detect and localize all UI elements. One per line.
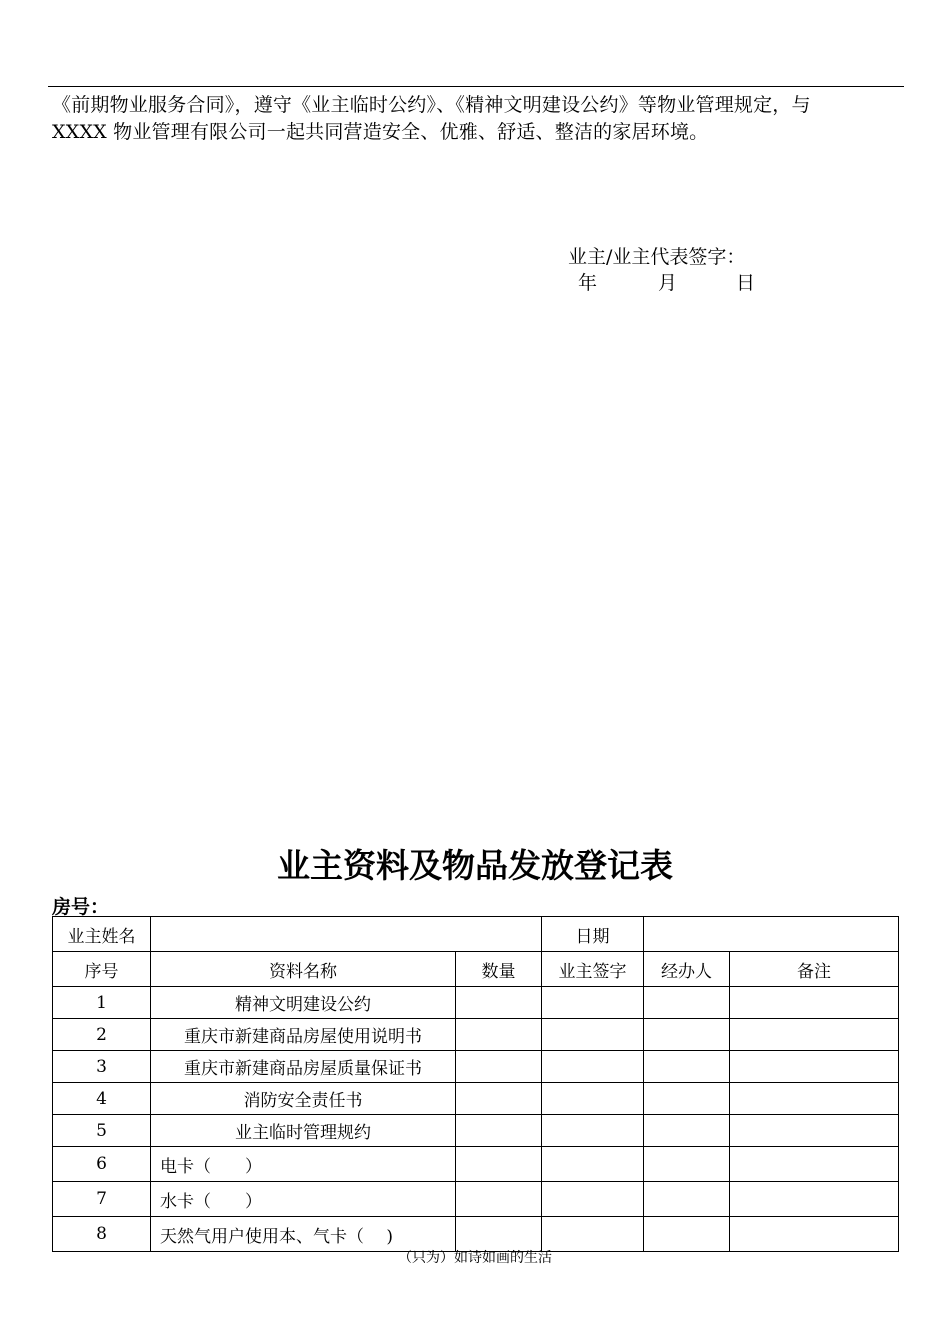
top-divider	[48, 86, 904, 87]
note-cell[interactable]	[730, 1051, 899, 1083]
note-cell[interactable]	[730, 1083, 899, 1115]
owner-name-field[interactable]	[151, 917, 542, 952]
qty-cell[interactable]	[456, 1051, 542, 1083]
sign-cell[interactable]	[542, 1147, 644, 1182]
year-label: 年	[578, 272, 598, 294]
qty-cell[interactable]	[456, 1083, 542, 1115]
owner-info-row	[53, 917, 899, 952]
owner-name-label: 业主姓名	[53, 917, 151, 952]
qty-cell[interactable]	[456, 1182, 542, 1217]
note-cell[interactable]	[730, 987, 899, 1019]
header-sign: 业主签字	[542, 952, 644, 987]
row-no: 7	[53, 1182, 151, 1217]
handler-cell[interactable]	[644, 1182, 730, 1217]
table-row	[53, 1019, 899, 1051]
row-item-name: 精神文明建设公约	[151, 987, 456, 1019]
table-row	[53, 1147, 899, 1182]
paragraph-line-1: 《前期物业服务合同》，遵守《业主临时公约》、《精神文明建设公约》等物业管理规定，与	[52, 94, 811, 116]
handler-cell[interactable]	[644, 1019, 730, 1051]
note-cell[interactable]	[730, 1019, 899, 1051]
header-name: 资料名称	[151, 952, 456, 987]
header-no: 序号	[53, 952, 151, 987]
header-handler: 经办人	[644, 952, 730, 987]
header-row	[53, 952, 899, 987]
date-field[interactable]	[644, 917, 899, 952]
header-qty: 数量	[456, 952, 542, 987]
month-label: 月	[658, 272, 678, 294]
table-row	[53, 1083, 899, 1115]
sign-cell[interactable]	[542, 1182, 644, 1217]
day-label: 日	[736, 272, 756, 294]
registration-table	[52, 916, 899, 1252]
agreement-paragraph	[52, 92, 912, 146]
note-cell[interactable]	[730, 1115, 899, 1147]
table-row	[53, 1115, 899, 1147]
row-item-name: 消防安全责任书	[151, 1083, 456, 1115]
sign-cell[interactable]	[542, 1115, 644, 1147]
row-item-name: 业主临时管理规约	[151, 1115, 456, 1147]
row-no: 8	[53, 1217, 151, 1252]
form-title: 业主资料及物品发放登记表	[277, 846, 673, 885]
signature-date-line	[578, 270, 755, 296]
qty-cell[interactable]	[456, 1147, 542, 1182]
handler-cell[interactable]	[644, 1115, 730, 1147]
row-item-name: 电卡（ ）	[151, 1147, 456, 1182]
row-no: 6	[53, 1147, 151, 1182]
row-item-name: 天然气用户使用本、气卡（ )	[151, 1217, 456, 1252]
row-item-name: 水卡（ ）	[151, 1182, 456, 1217]
table-row	[53, 987, 899, 1019]
note-cell[interactable]	[730, 1147, 899, 1182]
row-no: 1	[53, 987, 151, 1019]
table-row	[53, 1182, 899, 1217]
row-no: 5	[53, 1115, 151, 1147]
room-number-label: 房号：	[52, 896, 110, 918]
handler-cell[interactable]	[644, 1147, 730, 1182]
handler-cell[interactable]	[644, 1051, 730, 1083]
page-footer: （只为）如诗如画的生活	[398, 1250, 552, 1266]
note-cell[interactable]	[730, 1182, 899, 1217]
sign-cell[interactable]	[542, 1051, 644, 1083]
qty-cell[interactable]	[456, 987, 542, 1019]
handler-cell[interactable]	[644, 987, 730, 1019]
row-item-name: 重庆市新建商品房屋使用说明书	[151, 1019, 456, 1051]
row-item-name: 重庆市新建商品房屋质量保证书	[151, 1051, 456, 1083]
table-row	[53, 1051, 899, 1083]
sign-cell[interactable]	[542, 1083, 644, 1115]
handler-cell[interactable]	[644, 1083, 730, 1115]
row-no: 3	[53, 1051, 151, 1083]
signature-label: 业主/业主代表签字：	[568, 246, 746, 268]
header-note: 备注	[730, 952, 899, 987]
qty-cell[interactable]	[456, 1019, 542, 1051]
row-no: 4	[53, 1083, 151, 1115]
date-label: 日期	[542, 917, 644, 952]
sign-cell[interactable]	[542, 1019, 644, 1051]
row-no: 2	[53, 1019, 151, 1051]
sign-cell[interactable]	[542, 987, 644, 1019]
qty-cell[interactable]	[456, 1115, 542, 1147]
paragraph-line-2: XXXX 物业管理有限公司一起共同营造安全、优雅、舒适、整洁的家居环境。	[52, 121, 709, 143]
